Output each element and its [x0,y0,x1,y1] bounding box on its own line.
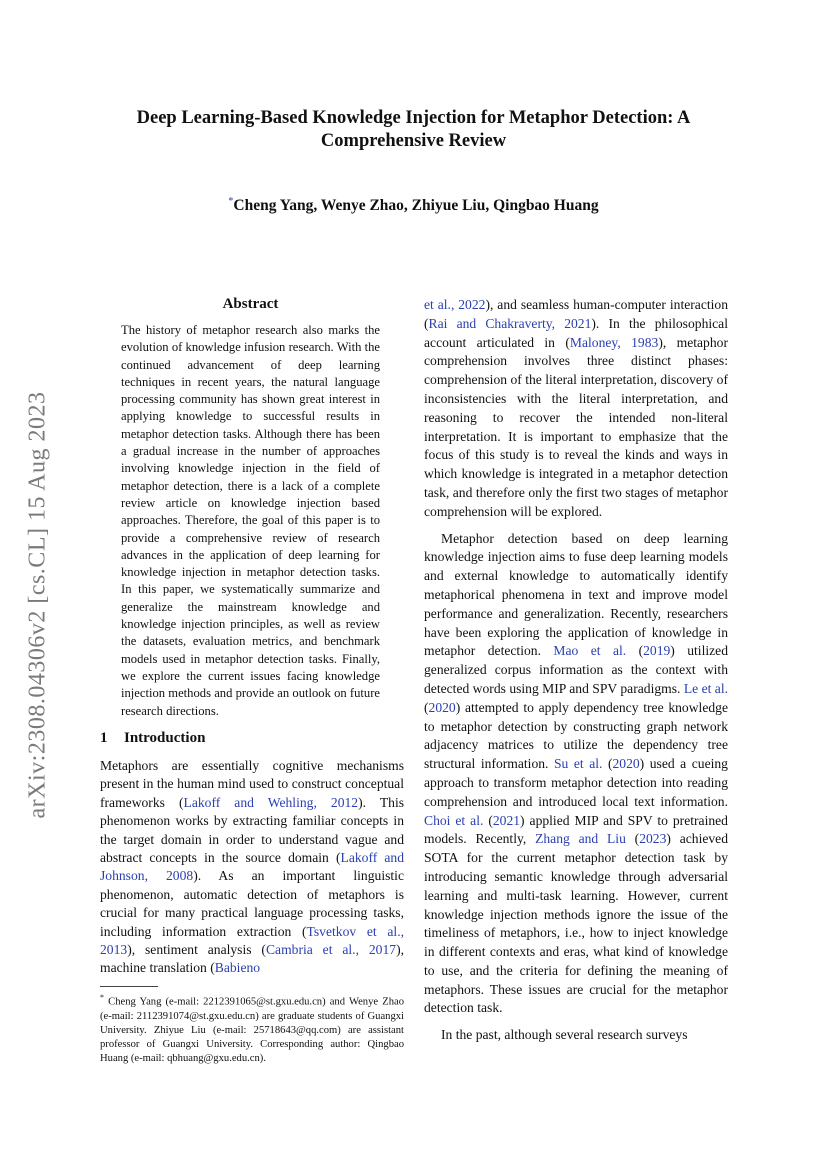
body-text: Metaphors are essentially cognitive mechanisms present in the human mind used to construct conceptual frameworks ( [100,758,404,810]
body-text: ) attempted to apply dependency tree knowledge to metaphor detection by constructing graph network adjacency matrices to utilize the dependency tree structural information. [424,699,728,772]
body-text: ). This phenomenon works by extracting familiar concepts in the target domain in order to understand vague and abstract concepts in the source domain ( [100,794,405,866]
citation-link[interactable]: et al., 2022 [424,297,486,312]
body-text: ( [625,831,640,847]
body-text: ), sentiment analysis ( [127,942,266,958]
author-footnote [100,991,404,1067]
section-heading [100,730,205,747]
footnote-divider [100,986,158,987]
body-text: ( [602,756,613,772]
citation-link[interactable]: 2020 [612,756,640,772]
citation-link[interactable]: 2020 [428,699,456,715]
citation-link[interactable]: Mao et al. [553,643,627,659]
body-text: ), metaphor comprehension involves three distinct phases: comprehension of the literal interpretation, discovery of inconsistencies with the literal interpretation, and reasoning to recover the intended non-literal interpretation. It is important to emphasize that the focus of this study is to reveal the kinds and ways in which knowledge is integrated in a metaphor detection task, and therefore only the first two stages of metaphor comprehension will be explored. [424,334,728,519]
citation-link[interactable]: Le et al. [683,680,728,696]
citation-link[interactable]: 2019 [643,643,671,659]
body-text: ) utilized generalized corpus information as the context with detected words using MIP and SPV paradigms. [424,643,729,696]
arxiv-identifier-sidebar [18,350,58,860]
body-text: ), machine translation ( [100,942,404,976]
author-names: Cheng Yang, Wenye Zhao, Zhiyue Liu, Qingbao Huang [233,197,599,215]
citation-link[interactable]: Choi et al. [424,812,484,828]
intro-paragraph-left [100,757,404,978]
body-text: ( [626,643,644,659]
body-text: ) achieved SOTA for the current metaphor detection task by introducing semantic knowledge through adversarial learning and multi-task learning. However, current knowledge injection methods ignore the issue of the timeliness of metaphors, i.e., how to inject knowledge in different contexts and eras, what kind of knowledge to use, and the criteria for defining the meaning of metaphors. These issues are crucial for the metaphor detection task. [424,831,729,1016]
author-footnote-marker[interactable]: * [228,196,234,207]
citation-link[interactable]: 2023 [639,831,667,847]
citation-link[interactable]: Lakoff and Johnson, 2008 [100,850,405,884]
abstract-heading: Abstract [222,296,279,312]
citation-link[interactable]: Tsvetkov et al., 2013 [100,923,405,958]
section-number: 1 [100,730,108,746]
body-text: Metaphor detection based on deep learning knowledge injection aims to fuse deep learning models and external knowledge to automatically identify metaphorical phenomena in text and improve model performance and generalization. Recently, researchers have been exploring the application of knowledge in metaphor detection. [424,530,728,659]
body-text: ), and seamless human-computer interaction ( [424,297,728,331]
citation-link[interactable]: Lakoff and Wehling, 2012 [183,794,359,810]
section-title: Introduction [124,730,206,746]
footnote-marker: * [100,993,104,1002]
citation-link[interactable]: Babieno [214,960,261,976]
body-text: ). As an important linguistic phenomenon, automatic detection of metaphors is crucial for many practical language processing tasks, including information extraction ( [100,868,404,939]
abstract-text: The history of metaphor research also marks the evolution of knowledge infusion research. With the continued advancement of deep learning techniques in recent years, the natural language processing community has shown great interest in applying knowledge to successful results in metaphor detection tasks. Although there has been a gradual increase in the number of approaches involving knowledge injection in the field of metaphor detection, there is a lack of a complete review article on knowledge injection based approaches. Therefore, the goal of this paper is to provide a comprehensive review of research advances in the application of deep learning for knowledge injection in metaphor detection tasks. In this paper, we systematically summarize and generalize the mainstream knowledge and knowledge injection principles, as well as review the datasets, evaluation metrics, and benchmark models used in metaphor detection tasks. Finally, we explore the current issues facing knowledge injection methods and provide an outlook on future research directions. [121,323,380,718]
intro-paragraph [424,296,728,522]
citation-link[interactable]: Rai and Chakraverty, 2021 [428,315,592,331]
intro-paragraph [424,530,728,1019]
body-text: ( [483,812,493,828]
citation-link[interactable]: 2021 [492,812,521,828]
author-list [100,196,727,215]
body-text: ) used a cueing approach to transform metaphor detection into reading comprehension and introduced local text information. [424,756,728,809]
citation-link[interactable]: Su et al. [553,756,603,772]
arxiv-identifier: arXiv:2308.04306v2 [cs.CL] 15 Aug 2023 [24,391,51,819]
citation-link[interactable]: Maloney, 1983 [569,334,659,350]
right-column [424,296,728,1053]
intro-paragraph: In the past, although several research surveys [441,1027,688,1043]
footnote-text: Cheng Yang (e-mail: 2212391065@st.gxu.edu.cn) and Wenye Zhao (e-mail: 2112391074@st.gxu.edu.cn) are graduate students of Guangxi University. Zhiyue Liu (e-mail: 25718643@qq.com) are assistant professor of Guangxi University. Corresponding author: Qingbao Huang (e-mail: qbhuang@gxu.edu.cn). [100,996,404,1065]
citation-link[interactable]: Cambria et al., 2017 [265,942,397,958]
body-text: ( [424,699,429,715]
body-text: ) applied MIP and SPV to pretrained models. Recently, [424,812,728,847]
paper-title: Deep Learning-Based Knowledge Injection for Metaphor Detection: A Comprehensive Review [136,108,691,151]
body-text: ). In the philosophical account articulated in ( [424,315,728,350]
citation-link[interactable]: Zhang and Liu [535,831,626,847]
